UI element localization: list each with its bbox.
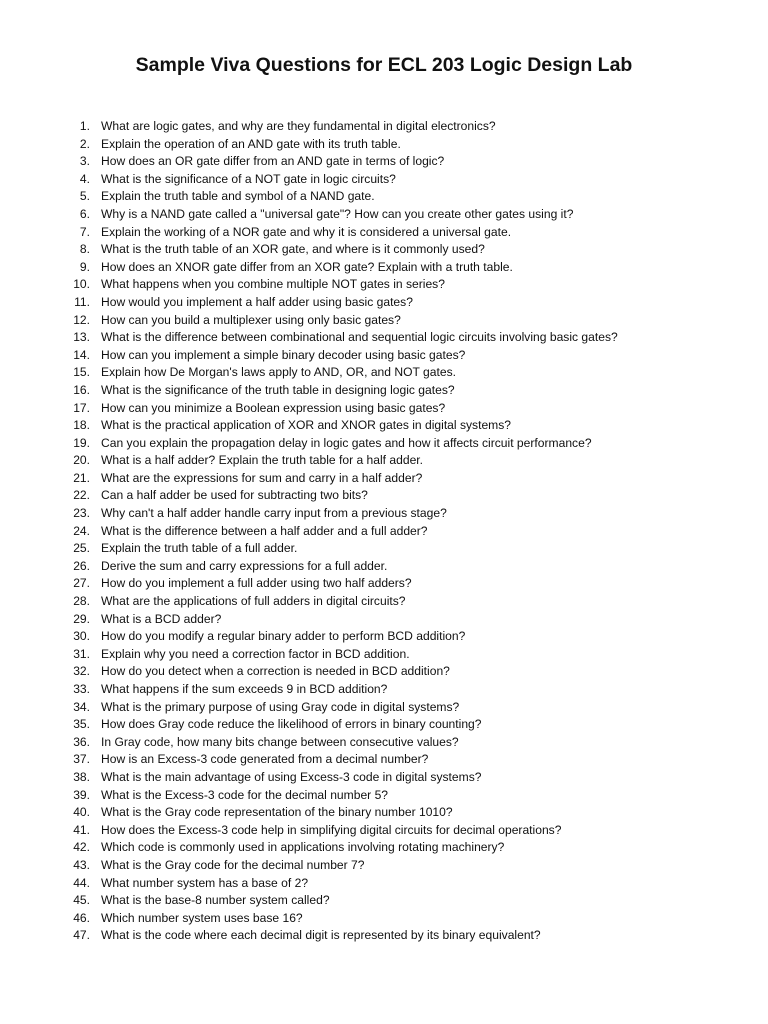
question-text: How do you detect when a correction is needed in BCD addition?	[101, 664, 450, 679]
question-text: What is the base-8 number system called?	[101, 893, 330, 908]
question-number: 32.	[73, 664, 90, 679]
question-item	[0, 505, 768, 523]
question-item	[0, 294, 768, 312]
question-item	[0, 734, 768, 752]
question-text: What is the truth table of an XOR gate, and where is it commonly used?	[101, 242, 485, 257]
question-item	[0, 153, 768, 171]
question-item	[0, 347, 768, 365]
question-text: What is the primary purpose of using Gray code in digital systems?	[101, 699, 460, 714]
question-item	[0, 857, 768, 875]
question-text: How does the Excess-3 code help in simplifying digital circuits for decimal operations?	[101, 822, 562, 837]
question-text: What is the difference between a half adder and a full adder?	[101, 523, 428, 538]
question-text: How do you modify a regular binary adder to perform BCD addition?	[101, 629, 466, 644]
question-item	[0, 628, 768, 646]
question-number: 25.	[73, 541, 90, 556]
question-number: 10.	[73, 277, 90, 292]
question-number: 2.	[79, 136, 90, 151]
question-item	[0, 822, 768, 840]
question-text: What is the significance of a NOT gate in logic circuits?	[101, 171, 396, 186]
question-number: 24.	[73, 523, 90, 538]
question-item	[0, 417, 768, 435]
question-item	[0, 329, 768, 347]
question-number: 36.	[73, 734, 90, 749]
question-number: 4.	[79, 171, 90, 186]
question-number: 22.	[73, 488, 90, 503]
question-number: 9.	[79, 259, 90, 274]
question-item	[0, 136, 768, 154]
question-item	[0, 452, 768, 470]
question-item	[0, 927, 768, 945]
question-item	[0, 663, 768, 681]
question-item	[0, 681, 768, 699]
question-number: 31.	[73, 646, 90, 661]
question-item	[0, 593, 768, 611]
question-number: 1.	[79, 119, 90, 133]
question-text: What is the Gray code representation of the binary number 1010?	[101, 805, 453, 820]
question-number: 45.	[73, 893, 90, 908]
question-number: 43.	[73, 857, 90, 872]
question-number: 17.	[73, 400, 90, 415]
question-text: Explain the truth table and symbol of a NAND gate.	[101, 189, 375, 204]
question-item	[0, 470, 768, 488]
question-number: 40.	[73, 805, 90, 820]
question-item	[0, 118, 768, 136]
question-item	[0, 171, 768, 189]
question-text: What is the Gray code for the decimal number 7?	[101, 857, 365, 872]
question-number: 26.	[73, 558, 90, 573]
question-text: What number system has a base of 2?	[101, 875, 309, 890]
question-number: 29.	[73, 611, 90, 626]
question-number: 19.	[73, 435, 90, 450]
question-item	[0, 400, 768, 418]
question-number: 37.	[73, 752, 90, 767]
question-number: 44.	[73, 875, 90, 890]
question-text: How can you minimize a Boolean expression using basic gates?	[101, 400, 446, 415]
question-number: 3.	[79, 154, 90, 169]
question-text: What are the applications of full adders in digital circuits?	[101, 594, 406, 609]
question-text: Explain the operation of an AND gate with its truth table.	[101, 136, 401, 151]
question-text: What is the significance of the truth table in designing logic gates?	[101, 382, 455, 397]
question-text: Explain why you need a correction factor in BCD addition.	[101, 646, 410, 661]
question-number: 23.	[73, 506, 90, 521]
question-text: Why can't a half adder handle carry input from a previous stage?	[101, 506, 447, 521]
question-item	[0, 364, 768, 382]
question-text: How can you build a multiplexer using only basic gates?	[101, 312, 401, 327]
question-item	[0, 312, 768, 330]
question-text: Explain the truth table of a full adder.	[101, 541, 298, 556]
question-item	[0, 241, 768, 259]
question-number: 13.	[73, 330, 90, 345]
question-text: Explain how De Morgan's laws apply to AND, OR, and NOT gates.	[101, 365, 456, 380]
question-text: How does Gray code reduce the likelihood of errors in binary counting?	[101, 717, 482, 732]
question-number: 39.	[73, 787, 90, 802]
question-number: 21.	[73, 470, 90, 485]
question-number: 38.	[73, 769, 90, 784]
question-item	[0, 540, 768, 558]
question-item	[0, 276, 768, 294]
question-number: 33.	[73, 682, 90, 696]
question-text: Explain the working of a NOR gate and why it is considered a universal gate.	[101, 224, 512, 239]
question-item	[0, 751, 768, 769]
question-item	[0, 875, 768, 893]
question-item	[0, 259, 768, 277]
question-number: 18.	[73, 418, 90, 433]
question-item	[0, 224, 768, 242]
question-number: 5.	[79, 189, 90, 204]
question-text: What is the practical application of XOR and XNOR gates in digital systems?	[101, 418, 512, 433]
question-number: 30.	[73, 629, 90, 644]
question-text: How do you implement a full adder using two half adders?	[101, 576, 412, 591]
question-number: 14.	[73, 347, 90, 362]
question-text: Can a half adder be used for subtracting two bits?	[101, 488, 368, 503]
question-item	[0, 892, 768, 910]
question-text: How is an Excess-3 code generated from a decimal number?	[101, 752, 429, 767]
question-item	[0, 787, 768, 805]
question-item	[0, 699, 768, 717]
question-text: How does an XNOR gate differ from an XOR gate? Explain with a truth table.	[101, 259, 513, 274]
question-item	[0, 382, 768, 400]
question-number: 46.	[73, 910, 90, 925]
question-item	[0, 839, 768, 857]
question-number: 35.	[73, 717, 90, 732]
question-number: 16.	[73, 382, 90, 397]
question-text: What is the difference between combinational and sequential logic circuits involving basic gates?	[101, 330, 618, 345]
question-text: What is the Excess-3 code for the decimal number 5?	[101, 787, 389, 802]
question-text: Which code is commonly used in applications involving rotating machinery?	[101, 840, 505, 855]
question-number: 20.	[73, 453, 90, 468]
page-title: Sample Viva Questions for ECL 203 Logic Design Lab	[135, 54, 633, 76]
question-number: 15.	[73, 365, 90, 380]
question-item	[0, 910, 768, 928]
question-text: What are the expressions for sum and carry in a half adder?	[101, 470, 423, 485]
question-number: 6.	[79, 206, 90, 221]
question-item	[0, 188, 768, 206]
question-text: Can you explain the propagation delay in logic gates and how it affects circuit performance?	[101, 435, 592, 450]
question-number: 27.	[73, 576, 90, 591]
question-item	[0, 804, 768, 822]
question-item	[0, 769, 768, 787]
question-text: How does an OR gate differ from an AND gate in terms of logic?	[101, 154, 445, 169]
question-item	[0, 611, 768, 629]
question-text: In Gray code, how many bits change between consecutive values?	[101, 734, 459, 749]
question-text: What happens when you combine multiple NOT gates in series?	[101, 277, 445, 292]
question-item	[0, 716, 768, 734]
question-text: What is a half adder? Explain the truth table for a half adder.	[101, 453, 424, 468]
question-number: 12.	[73, 312, 90, 327]
question-number: 47.	[73, 928, 90, 943]
question-item	[0, 523, 768, 541]
question-item	[0, 206, 768, 224]
question-list	[0, 118, 768, 945]
question-item	[0, 435, 768, 453]
question-text: Which number system uses base 16?	[101, 910, 303, 925]
question-text: What is the main advantage of using Excess-3 code in digital systems?	[101, 769, 482, 784]
question-number: 11.	[74, 294, 90, 309]
question-item	[0, 575, 768, 593]
question-text: What are logic gates, and why are they fundamental in digital electronics?	[101, 119, 496, 133]
question-number: 42.	[73, 840, 90, 855]
question-text: What is a BCD adder?	[101, 611, 222, 626]
question-text: What is the code where each decimal digit is represented by its binary equivalent?	[101, 928, 541, 943]
question-item	[0, 646, 768, 664]
question-text: How would you implement a half adder using basic gates?	[101, 294, 413, 309]
question-number: 41.	[73, 822, 90, 837]
question-text: Why is a NAND gate called a "universal gate"? How can you create other gates using it?	[101, 206, 574, 221]
question-number: 8.	[79, 242, 90, 257]
question-text: How can you implement a simple binary decoder using basic gates?	[101, 347, 466, 362]
question-number: 28.	[73, 594, 90, 609]
question-text: Derive the sum and carry expressions for a full adder.	[101, 558, 388, 573]
question-item	[0, 487, 768, 505]
question-text: What happens if the sum exceeds 9 in BCD addition?	[101, 682, 388, 696]
question-item	[0, 558, 768, 576]
question-number: 34.	[73, 699, 90, 714]
question-number: 7.	[79, 224, 90, 239]
